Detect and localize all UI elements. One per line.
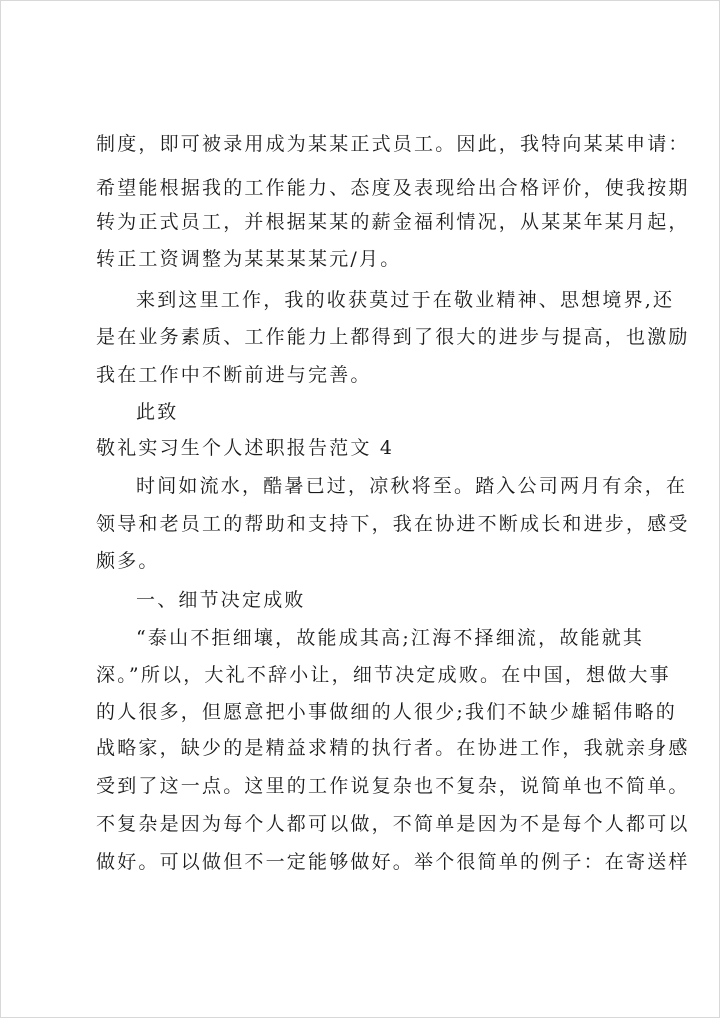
text-line: 希望能根据我的工作能力、态度及表现给出合格评价，使我按期 [96, 177, 690, 199]
text-line: 是在业务素质、工作能力上都得到了很大的进步与提高，也激励 [96, 326, 690, 348]
text-line: 受到了这一点。这里的工作说复杂也不复杂，说简单也不简单。 [96, 775, 690, 797]
text-line: 转为正式员工，并根据某某的薪金福利情况，从某某年某月起， [96, 211, 690, 233]
text-line: 颇多。 [96, 550, 160, 572]
text-line: 做好。可以做但不一定能够做好。举个很简单的例子：在寄送样 [96, 851, 690, 873]
text-line: 的人很多，但愿意把小事做细的人很少;我们不缺少雄韬伟略的 [96, 701, 678, 723]
paragraph-first-line: 来到这里工作，我的收获莫过于在敬业精神、思想境界,还 [136, 289, 675, 311]
text-line: 转正工资调整为某某某某元/月。 [96, 248, 402, 270]
closing-salutation: 此致 [136, 401, 179, 423]
text-line: 制度，即可被录用成为某某正式员工。因此，我特向某某申请： [96, 133, 690, 155]
text-line: 战略家，缺少的是精益求精的执行者。在协进工作，我就亲身感 [96, 737, 690, 759]
text-line: 我在工作中不断前进与完善。 [96, 364, 372, 386]
subsection-heading: 一、细节决定成败 [136, 589, 306, 611]
paragraph-first-line: “泰山不拒细壤，故能成其高;江海不择细流，故能就其 [136, 627, 645, 649]
section-heading: 敬礼实习生个人述职报告范文 4 [96, 437, 395, 459]
paragraph-first-line: 时间如流水，酷暑已过，凉秋将至。踏入公司两月有余，在 [136, 475, 688, 497]
text-line: 不复杂是因为每个人都可以做，不简单是因为不是每个人都可以 [96, 813, 690, 835]
text-line: 领导和老员工的帮助和支持下，我在协进不断成长和进步，感受 [96, 513, 690, 535]
text-line: 深。”所以，大礼不辞小让，细节决定成败。在中国，想做大事 [96, 664, 671, 686]
